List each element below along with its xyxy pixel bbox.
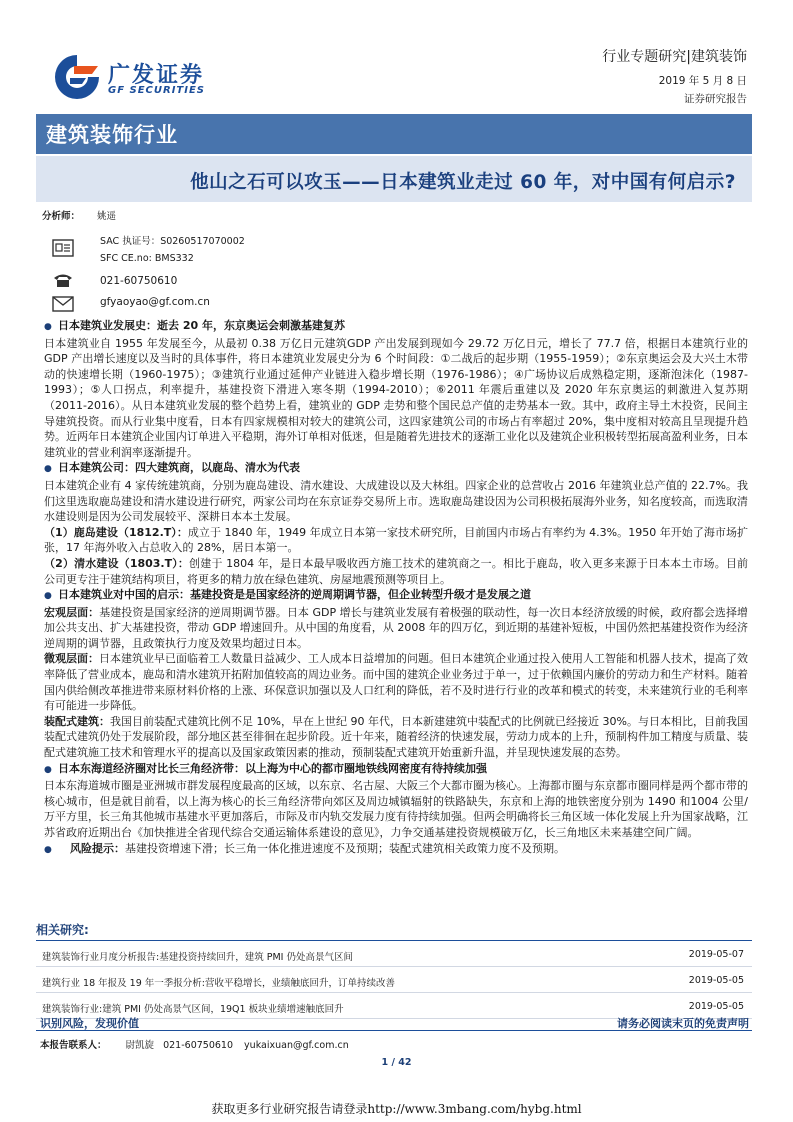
footer-slogan: 识别风险，发现价值 bbox=[40, 1017, 139, 1030]
analyst-sac: SAC 执证号：S0260517070002 bbox=[100, 236, 245, 247]
related-item-date: 2019-05-05 bbox=[688, 1001, 744, 1012]
risk-note: ● 风险提示：基建投资增速下滑；长三角一体化推进速度不及预期；装配式建筑相关政策力度不及预期。 bbox=[44, 841, 748, 859]
id-card-icon bbox=[52, 238, 74, 258]
bullet-icon: ● bbox=[44, 764, 52, 775]
related-item-date: 2019-05-05 bbox=[688, 975, 744, 986]
bullet-icon: ● bbox=[44, 322, 52, 332]
section-2-kajima: （1）鹿岛建设（1812.T）：成立于 1840 年，1949 年成立日本第一家技术研究所，目前国内市场占有率约为 4.3%。1950 年开始了海市场扩张，17 年海外收入占总收入的 28%，居日本第一。 bbox=[44, 525, 748, 555]
bullet-icon: ● bbox=[44, 591, 52, 602]
section-2-body: 日本建筑企业有 4 家传统建筑商，分别为鹿岛建设、清水建设、大成建设以及大林组。四家企业的总营收占 2016 年建筑业总产值的 22.7%。我们这里选取鹿岛建设和清水建设进行研究，两家公司均在东京证券交易所上市。选取鹿岛建设因为公司积极拓展海外业务，知名度较高，而选取清水建设则是因为公司发展较平、深耕日本本土发展。 bbox=[44, 478, 748, 524]
footer-divider bbox=[36, 1030, 752, 1031]
related-research bbox=[36, 919, 752, 1019]
section-4-body: 日本东海道城市圈是亚洲城市群发展程度最高的区域，以东京、名古屋、大阪三个大都市圈为核心。上海都市圈与东京都市圈同样是两个都市带的核心城市，但是就目前看，以上海为核心的长三角经济带向郊区及周边城镇辐射的铁路缺失，东京和上海的地铁密度分别为 1490 和1004 公里/万平方里，长三角其他城市基建水平更加落后，市际及市内轨交发展力度有待持续加强。但两会明确将长三角区域一体化发展上升为国家战略，江苏省政府近期出台《加快推进全省现代综合交通运输体系建设的意见》，力争交通基建投资规模破万亿，长三角地区未来基建空间广阔。 bbox=[44, 779, 748, 839]
footer-disclaimer[interactable]: 请务必阅读末页的免责声明 bbox=[617, 1017, 749, 1030]
sector-title: 建筑装饰行业 bbox=[46, 123, 178, 147]
sector-band bbox=[36, 114, 752, 154]
company-logo bbox=[52, 52, 222, 104]
related-item-title: 建筑行业 18 年报及 19 年一季报分析:营收平稳增长，业绩触底回升，订单持续改善 bbox=[42, 978, 395, 989]
section-2-heading: ● 日本建筑公司：四大建筑商，以鹿岛、清水为代表 bbox=[44, 460, 748, 478]
related-item[interactable] bbox=[36, 941, 752, 967]
section-3-macro: 宏观层面：基建投资是国家经济的逆周期调节器。日本 GDP 增长与建筑业发展有着极强的联动性，每一次日本经济放缓的时候，政府都会选择增加公共支出、扩大基建投资，带动 GDP 增速回升。从中国的角度看，从 2008 年的四万亿，到近期的基建补短板，中国仍然把基建投资作为经济逆周期的调节器，且政策执行力度及效果均超过日本。 bbox=[44, 605, 749, 650]
analyst-email: gfyaoyao@gf.com.cn bbox=[100, 296, 210, 308]
analyst-info bbox=[36, 208, 336, 318]
report-title: 他山之石可以攻玉——日本建筑业走过 60 年，对中国有何启示? bbox=[190, 172, 736, 193]
related-item-date: 2019-05-07 bbox=[688, 949, 744, 960]
mail-icon bbox=[52, 296, 74, 312]
related-item-title: 建筑装饰行业:建筑 PMI 仍处高景气区间，19Q1 板块业绩增速触底回升 bbox=[42, 1004, 344, 1015]
section-1-heading: ● 日本建筑业发展史：逝去 20 年，东京奥运会刺激基建复苏 bbox=[44, 318, 748, 336]
gf-logo-icon bbox=[52, 52, 102, 102]
contact-phone: 021-60750610 bbox=[163, 1040, 234, 1051]
contact-label: 本报告联系人： bbox=[40, 1040, 107, 1051]
contact-email[interactable]: yukaixuan@gf.com.cn bbox=[244, 1040, 349, 1051]
report-category: 行业专题研究|建筑装饰 bbox=[602, 49, 747, 65]
bullet-icon: ● bbox=[44, 844, 52, 855]
section-3-micro: 微观层面：日本建筑业早已面临着工人数量日益减少、工人成本日益增加的问题。但日本建筑企业通过投入使用人工智能和机器人技术，提高了效率降低了营业成本，鹿岛和清水建筑开拓附加值较高的周边业务。而中国的建筑企业业务过于单一，过于依赖国内廉价的劳动力和生产材料。随着国内供给侧改革推进带来原材料价格的上涨、环保意识加强以及人口红利的降低，若不及时进行行业的改革和模式的转变，未来建筑行业的毛利率有可能进一步降低。 bbox=[44, 652, 748, 713]
bullet-icon: ● bbox=[44, 464, 52, 475]
promo-banner[interactable]: 获取更多行业研究报告请登录http://www.3mbang.com/hybg.html bbox=[211, 1102, 582, 1116]
title-band bbox=[36, 156, 752, 202]
analyst-label: 分析师： bbox=[42, 211, 81, 222]
logo-name-en: GF SECURITIES bbox=[108, 85, 206, 96]
report-date: 2019 年 5 月 8 日 bbox=[658, 75, 747, 87]
footer-contact bbox=[40, 1037, 349, 1051]
section-3-heading: ● 日本建筑业对中国的启示：基建投资是是国家经济的逆周期调节器，但企业转型升级才是发展之道 bbox=[44, 587, 748, 605]
summary-content bbox=[44, 318, 748, 858]
analyst-sfc: SFC CE.no: BMS332 bbox=[100, 253, 194, 264]
section-4-heading: ● 日本东海道经济圈对比长三角经济带：以上海为中心的都市圈地铁线网密度有待持续加强 bbox=[44, 761, 748, 779]
header-info bbox=[602, 46, 747, 108]
related-heading: 相关研究: bbox=[36, 919, 752, 941]
phone-icon bbox=[52, 272, 74, 288]
section-2-shimizu: （2）清水建设（1803.T）：创建于 1804 年，是日本最早吸收西方施工技术的建筑商之一。相比于鹿岛，收入更多来源于日本本土市场。目前公司更专注于建筑结构项目，将更多的精力放在绿色建筑、房屋地震预测等项目上。 bbox=[44, 556, 748, 586]
analyst-phone: 021-60750610 bbox=[100, 275, 178, 287]
related-item[interactable] bbox=[36, 967, 752, 993]
section-3-prefab: 装配式建筑：我国目前装配式建筑比例不足 10%，早在上世纪 90 年代，日本新建建筑中装配式的比例就已经接近 30%。与日本相比，目前我国装配式建筑仍处于发展阶段，部分地区甚至徘徊在起步阶段。近十年来，随着经济的快速发展，劳动力成本的上升，预制构件加工精度与质量、装配式建筑施工技术和管理水平的提高以及国家政策因素的推动，预制装配式建筑开始重新升温，并呈现快速发展的态势。 bbox=[44, 714, 748, 760]
related-item-title: 建筑装饰行业月度分析报告:基建投资持续回升，建筑 PMI 仍处高景气区间 bbox=[42, 952, 353, 963]
section-1-body: 日本建筑业自 1955 年发展至今，从最初 0.38 万亿日元建筑GDP 产出发展到现如今 29.72 万亿日元，增长了 77.7 倍，根据日本建筑行业的 GDP 产出增长速度以及当时的具体事件，将日本建筑业发展史分为 6 个时间段：①二战后的起步期（1955-1959）；②东京奥运会及大兴土木带动的快速增长期（1960-1975）；③建筑行业通过延伸产业链进入稳步增长期（1976-1986）；④广场协议后成熟稳定期，逐渐泡沫化（1987-1993）；⑤人口拐点，利率提升，基建投资下滑进入寒冬期（1994-2010）；⑥2011 年震后重建以及 2020 年东京奥运的刺激进入复苏期（2011-2016）。从日本建筑业发展的整个趋势上看，建筑业的 GDP 走势和整个国民总产值的走势基本一致。其中，政府主导土木投资，民间主导建筑投资。而从行业集中度看，日本有四家规模相对较大的建筑公司，这四家建筑公司的市场占有率超过 20%，集中度相对较高且呈现提升趋势。近两年日本建筑企业国内订单进入平稳期，海外订单相对低迷，但是随着先进技术的逐渐工业化以及建筑企业积极转型拓展高盈利业务，日本建筑业的营业利润率逐渐提升。 bbox=[44, 336, 748, 459]
contact-name: 尉凯旋 bbox=[125, 1040, 155, 1051]
report-type: 证券研究报告 bbox=[684, 93, 747, 105]
analyst-name: 姚遥 bbox=[97, 211, 117, 222]
page-number: 1 / 42 bbox=[381, 1057, 412, 1068]
logo-name-cn: 广发证券 bbox=[108, 63, 205, 88]
